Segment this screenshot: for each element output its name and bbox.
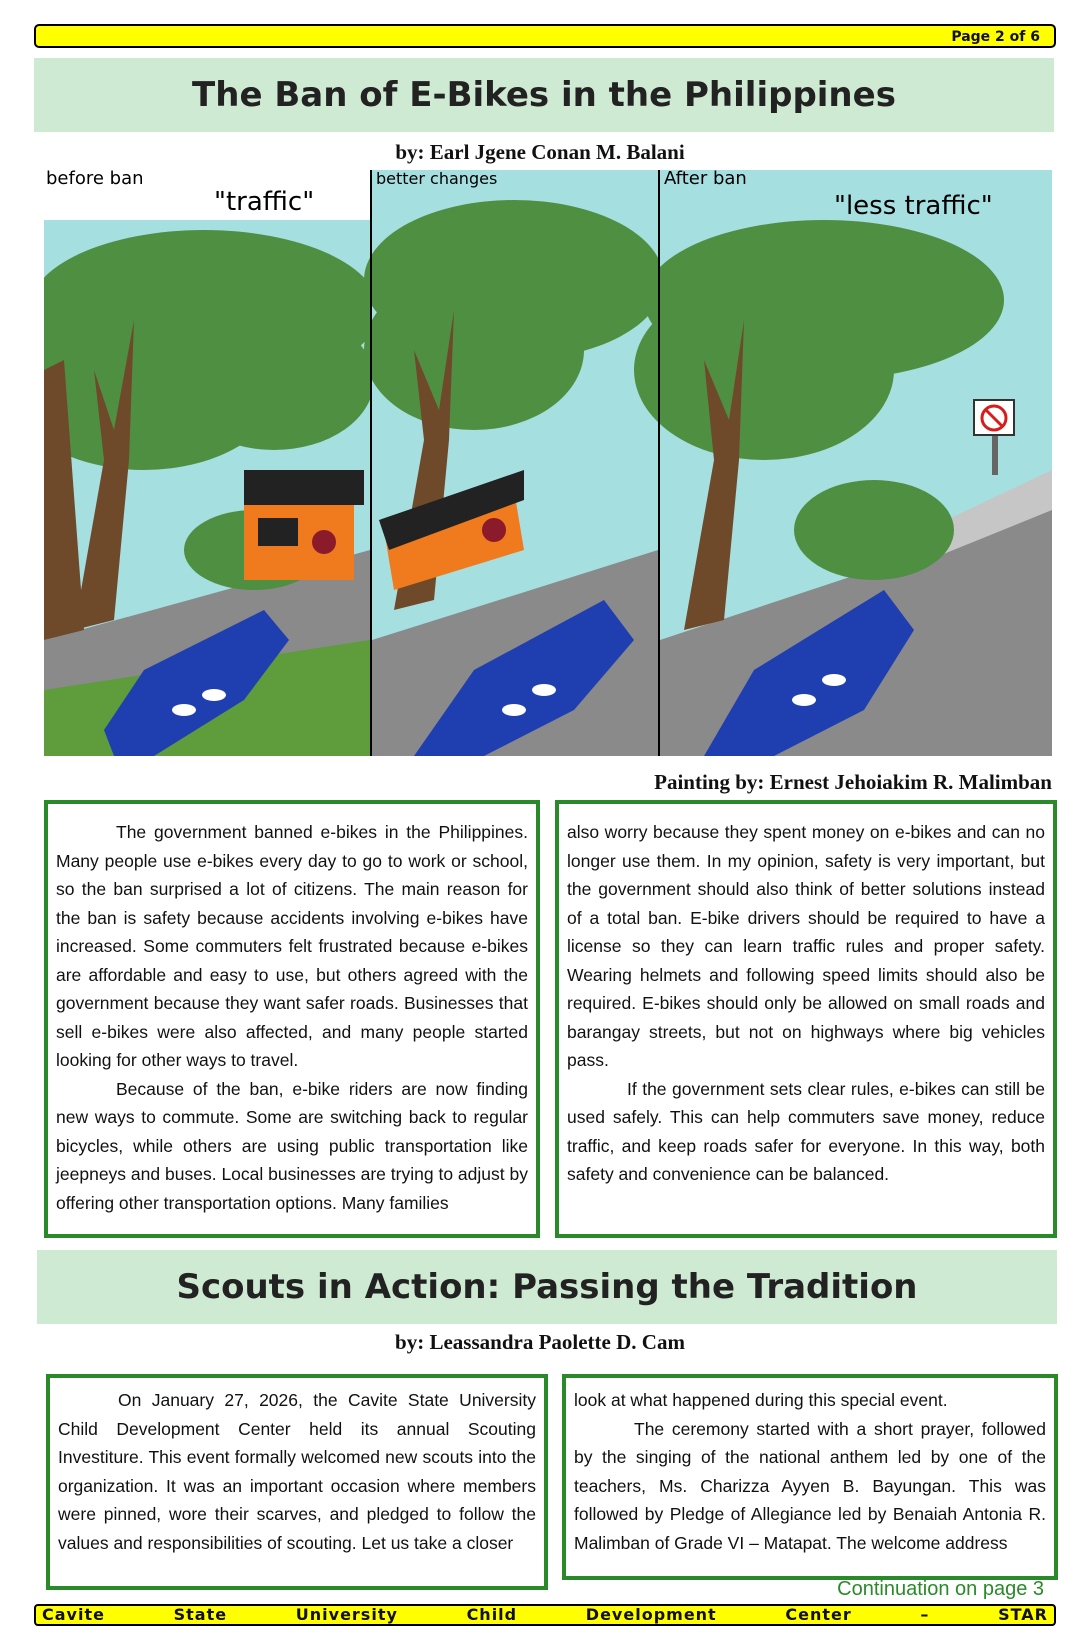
comic-strip [44,170,1052,756]
panel2-caption: better changes [376,170,498,188]
comic-panel-changes [364,170,664,756]
panel3-speech: "less traffic" [834,191,993,221]
article-title: The Ban of E-Bikes in the Philippines [192,75,896,115]
article-column-left [44,800,540,1238]
footer-word: – [920,1605,930,1624]
footer-word: State [173,1605,228,1624]
footer-bar [34,1604,1056,1626]
footer-word: Development [585,1605,717,1624]
comic-panel-after [634,170,1052,756]
continuation-note: Continuation on page 3 [837,1578,1044,1600]
article-paragraph: The government banned e-bikes in the Philippines. Many people use e-bikes every day to go to work or school, so the ban surprised a lot of citizens. The main reason for the ban is safety because accidents involving e-bikes have increased. Some commuters felt frustrated because e-bikes are affordable and easy to use, but others agreed with the government because they want safer roads. Businesses that sell e-bikes were also affected, and many people started looking for other ways to travel. [56,822,528,1070]
footer-word: Cavite [42,1605,105,1624]
article-paragraph: look at what happened during this special event. [574,1390,948,1410]
footer-word: STAR [998,1605,1048,1624]
panel3-caption: After ban [664,170,747,189]
painting-credit: Painting by: Ernest Jehoiakim R. Malimban [654,770,1052,794]
article-title-band [37,1250,1057,1324]
article-column-left [46,1374,548,1590]
article-paragraph: If the government sets clear rules, e-bikes can still be used safely. This can help commuters save money, reduce traffic, and keep roads safer for everyone. In this way, both safety and convenience can be balanced. [567,1078,1045,1184]
article-column-right [555,800,1057,1238]
article-paragraph: The ceremony started with a short prayer, followed by the singing of the national anthem led by one of the teachers, Ms. Charizza Ayyen B. Bayungan. This was followed by Pledge of Allegiance led by Benaiah Antonia R. Malimban of Grade VI – Matapat. The welcome address [574,1418,1046,1553]
tricycle-icon [244,470,364,580]
footer-word: University [295,1605,398,1624]
article-title-band [34,58,1054,132]
comic-panel-before [44,170,379,756]
footer-masthead [42,1606,1048,1624]
panel1-speech: "traffic" [214,187,315,217]
footer-word: Center [785,1605,852,1624]
footer-word: Child [466,1605,518,1624]
article-paragraph: Because of the ban, e-bike riders are now finding new ways to commute. Some are switching back to regular bicycles, while others are using public transportation like jeepneys and buses. Local businesses are trying to adjust by offering other transportation options. Many families [56,1078,528,1213]
panel1-caption: before ban [46,170,144,189]
article-column-right [562,1374,1058,1580]
article-paragraph: also worry because they spent money on e-bikes and can no longer use them. In my opinion, safety is very important, but the government should also think of better solutions instead of a total ban. E-bike drivers should be required to have a license so they can learn traffic rules and proper safety. Wearing helmets and following speed limits should also be required. E-bikes should only be allowed on small roads and barangay streets, but not on highways where big vehicles pass. [567,822,1045,1070]
article-title: Scouts in Action: Passing the Tradition [176,1267,918,1307]
page-number: Page 2 of 6 [951,29,1040,45]
article-byline: by: Earl Jgene Conan M. Balani [395,140,685,164]
header-bar [34,24,1056,48]
article-paragraph: On January 27, 2026, the Cavite State University Child Development Center held its annual Scouting Investiture. This event formally welcomed new scouts into the organization. It was an important occasion where members were pinned, wore their scarves, and pledged to follow the values and responsibilities of scouting. Let us take a closer [58,1390,536,1553]
article-byline: by: Leassandra Paolette D. Cam [395,1330,685,1354]
